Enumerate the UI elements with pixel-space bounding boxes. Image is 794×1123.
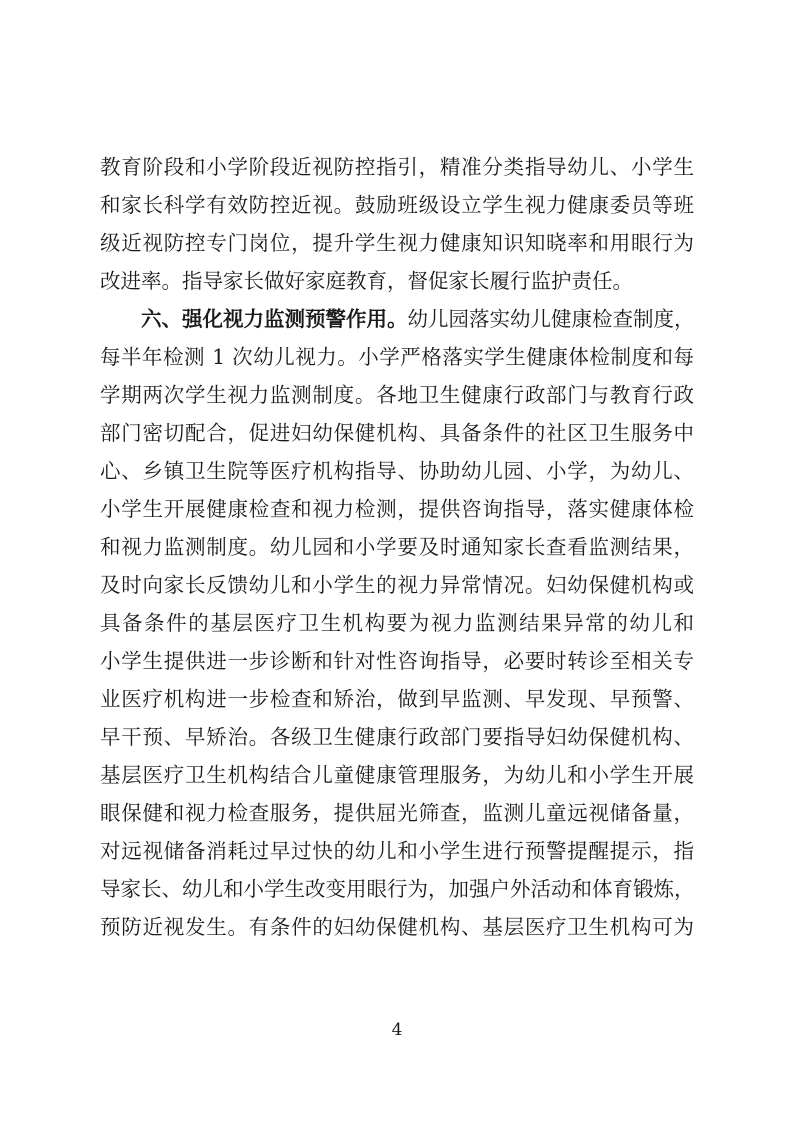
paragraph-2-line: 及时向家长反馈幼儿和小学生的视力异常情况。妇幼保健机构或 [100, 573, 694, 597]
paragraph-2-line: 导家长、幼儿和小学生改变用眼行为，加强户外活动和体育锻炼， [100, 877, 695, 901]
paragraph-1-line: 改进率。指导家长做好家庭教育，督促家长履行监护责任。 [100, 269, 633, 293]
paragraph-2-line: 学期两次学生视力监测制度。各地卫生健康行政部门与教育行政 [100, 383, 694, 407]
paragraph-2-line: 预防近视发生。有条件的妇幼保健机构、基层医疗卫生机构可为 [100, 915, 694, 939]
paragraph-2-first-line-text: 幼儿园落实幼儿健康检查制度， [407, 307, 695, 331]
paragraph-1-line: 教育阶段和小学阶段近视防控指引，精准分类指导幼儿、小学生 [100, 155, 694, 179]
paragraph-2-first-line [141, 305, 694, 333]
paragraph-2-line: 小学生提供进一步诊断和针对性咨询指导，必要时转诊至相关专 [100, 649, 694, 673]
paragraph-1-line: 级近视防控专门岗位，提升学生视力健康知识知晓率和用眼行为 [100, 231, 694, 255]
page-number: 4 [391, 1020, 403, 1040]
paragraph-2-line: 对远视储备消耗过早过快的幼儿和小学生进行预警提醒提示，指 [100, 839, 694, 863]
paragraph-2-line: 和视力监测制度。幼儿园和小学要及时通知家长查看监测结果， [100, 535, 694, 559]
paragraph-2-line: 每半年检测 1 次幼儿视力。小学严格落实学生健康体检制度和每 [100, 345, 694, 369]
paragraph-2-line: 心、乡镇卫生院等医疗机构指导、协助幼儿园、小学，为幼儿、 [100, 459, 694, 483]
paragraph-2-line: 眼保健和视力检查服务，提供屈光筛查，监测儿童远视储备量， [100, 801, 694, 825]
section-heading: 六、强化视力监测预警作用。 [141, 307, 408, 331]
paragraph-2-line: 基层医疗卫生机构结合儿童健康管理服务，为幼儿和小学生开展 [100, 763, 694, 787]
paragraph-2-line: 早干预、早矫治。各级卫生健康行政部门要指导妇幼保健机构、 [100, 725, 694, 749]
paragraph-1-line: 和家长科学有效防控近视。鼓励班级设立学生视力健康委员等班 [100, 193, 694, 217]
paragraph-2-line: 具备条件的基层医疗卫生机构要为视力监测结果异常的幼儿和 [100, 611, 694, 635]
paragraph-2-line: 小学生开展健康检查和视力检测，提供咨询指导，落实健康体检 [100, 497, 694, 521]
paragraph-2-line: 部门密切配合，促进妇幼保健机构、具备条件的社区卫生服务中 [100, 421, 694, 445]
paragraph-2-line: 业医疗机构进一步检查和矫治，做到早监测、早发现、早预警、 [100, 687, 694, 711]
